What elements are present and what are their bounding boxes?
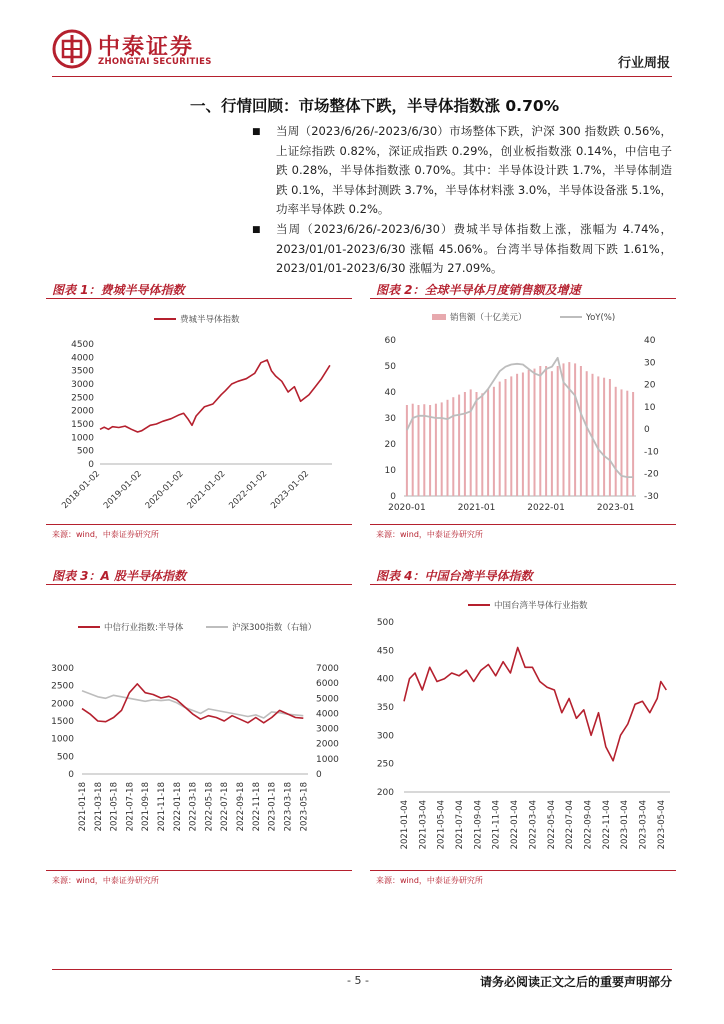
y-right-tick-label: 3000 — [316, 724, 339, 735]
sales-bar — [452, 397, 454, 496]
y-right-tick-label: -10 — [644, 447, 659, 458]
legend-yoy-label: YoY(%) — [586, 313, 616, 323]
sales-bar — [458, 395, 460, 496]
sales-bar — [557, 366, 559, 496]
sales-bar — [545, 366, 547, 496]
x-tick-label: 2021-07-18 — [125, 782, 136, 832]
legend-sales-label: 销售额（十亿美元） — [450, 313, 527, 323]
x-tick-label: 2019-01-02 — [101, 469, 144, 512]
legend-hs300-label: 沪深300指数（右轴） — [232, 623, 317, 633]
figure-3-title-rule — [46, 584, 352, 585]
x-tick-label: 2022-01-18 — [172, 782, 183, 832]
y-left-tick-label: 0 — [390, 492, 396, 502]
sales-bar — [528, 370, 530, 496]
x-tick-label: 2021-05-04 — [436, 800, 447, 850]
figure-2-title-rule — [370, 298, 676, 299]
x-tick-label: 2021-09-04 — [473, 800, 484, 850]
y-right-tick-label: -20 — [644, 469, 659, 480]
x-tick-label: 2022-03-04 — [528, 800, 539, 850]
x-tick-label: 2022-09-18 — [236, 782, 247, 832]
x-tick-label: 2022-11-18 — [251, 782, 262, 832]
sales-bar — [499, 382, 501, 496]
sales-bar — [632, 392, 634, 496]
x-tick-label: 2021-01-04 — [400, 800, 410, 850]
figure-1-title: 图表 1：费城半导体指数 — [52, 283, 185, 297]
figure-3-source: 来源：wind，中泰证券研究所 — [52, 876, 159, 885]
x-tick-label: 2023-05-04 — [656, 800, 667, 850]
y-right-tick-label: 1000 — [316, 754, 339, 765]
figure-4-chart — [370, 586, 676, 868]
sales-bar — [510, 376, 512, 496]
x-tick-label: 2022-07-04 — [565, 800, 576, 850]
sales-bar — [481, 393, 483, 496]
sales-bar — [406, 405, 408, 496]
y-right-tick-label: 2000 — [316, 739, 339, 750]
y-tick-label: 500 — [76, 446, 94, 457]
sales-bar — [534, 369, 536, 496]
y-tick-label: 0 — [88, 460, 94, 470]
sales-bar — [539, 366, 541, 496]
brand-name-en: ZHONGTAI SECURITIES — [98, 57, 212, 67]
y-right-tick-label: 0 — [316, 770, 322, 780]
y-right-tick-label: 6000 — [316, 679, 339, 690]
sales-bar — [568, 362, 570, 496]
x-tick-label: 2023-03-04 — [638, 800, 649, 850]
y-tick-label: 1500 — [71, 420, 94, 430]
report-type: 行业周报 — [617, 56, 670, 71]
sales-bar — [586, 371, 588, 496]
x-tick-label: 2023-01 — [596, 503, 635, 513]
y-tick-label: 2500 — [71, 393, 94, 404]
x-tick-label: 2021-01-18 — [78, 782, 88, 832]
figure-3-title: 图表 3：A 股半导体指数 — [52, 569, 186, 583]
y-left-tick-label: 60 — [384, 336, 396, 346]
header-divider — [52, 76, 672, 77]
sales-bar — [597, 376, 599, 496]
sales-bar — [418, 405, 420, 496]
y-tick-label: 450 — [376, 646, 394, 657]
figure-2-bottom-rule — [370, 524, 676, 525]
y-left-tick-label: 50 — [384, 362, 396, 372]
sales-bar — [493, 387, 495, 496]
zhongtai-logo-icon — [52, 29, 92, 69]
sales-bar — [429, 405, 431, 496]
x-tick-label: 2022-05-04 — [546, 800, 557, 850]
x-tick-label: 2023-03-18 — [283, 782, 294, 832]
y-left-tick-label: 2000 — [51, 699, 74, 710]
sales-bar — [609, 379, 611, 496]
y-tick-label: 3000 — [71, 380, 94, 390]
y-left-tick-label: 3000 — [51, 664, 74, 674]
series-line-phlx — [100, 360, 330, 432]
x-tick-label: 2021-05-18 — [109, 782, 120, 832]
x-tick-label: 2021-09-18 — [141, 782, 152, 832]
sales-bar — [516, 374, 518, 496]
x-tick-label: 2022-01 — [527, 503, 565, 513]
x-tick-label: 2022-09-04 — [583, 800, 594, 850]
series-line-semi — [82, 684, 303, 723]
bullet-paragraph-1: 当周（2023/6/26/-2023/6/30）市场整体下跌，沪深 300 指数跌 0.56%，上证综指跌 0.82%，深证成指跌 0.29%，创业板指数涨 0.14%，中信电子跌 0.28%，半导体指数涨 0.70%。其中：半导体设计跌 1.7%，半导体制造跌 0.1%，半导体封测跌 3.7%，半导体材料涨 3.0%，半导体设备涨 5.1%，功率半导体跌 0.2%。 — [276, 124, 672, 217]
x-tick-label: 2020-01 — [388, 503, 426, 513]
x-tick-label: 2022-11-04 — [601, 800, 612, 850]
y-tick-label: 2000 — [71, 406, 94, 417]
x-tick-label: 2021-01 — [457, 503, 496, 513]
legend-semi-label: 中信行业指数:半导体 — [104, 623, 184, 633]
y-right-tick-label: 0 — [644, 425, 650, 436]
section-title: 一、行情回顾：市场整体下跌，半导体指数涨 0.70% — [190, 97, 560, 115]
x-tick-label: 2018-01-02 — [60, 469, 103, 512]
y-left-tick-label: 0 — [68, 770, 74, 780]
x-tick-label: 2022-01-04 — [510, 800, 521, 850]
sales-bar — [551, 371, 553, 496]
page-number: - 5 - — [347, 974, 369, 987]
x-tick-label: 2021-01-02 — [185, 469, 228, 512]
figure-3-bottom-rule — [46, 870, 352, 871]
x-tick-label: 2022-07-18 — [220, 782, 231, 832]
x-tick-label: 2021-11-04 — [491, 800, 502, 850]
figure-4-source: 来源：wind，中泰证券研究所 — [376, 876, 483, 885]
x-tick-label: 2023-01-04 — [620, 800, 631, 850]
legend-taiwan-label: 中国台湾半导体行业指数 — [494, 601, 588, 611]
y-left-tick-label: 20 — [384, 440, 396, 450]
y-tick-label: 250 — [376, 759, 394, 770]
y-left-tick-label: 10 — [384, 466, 396, 476]
y-left-tick-label: 1000 — [51, 734, 74, 745]
sales-bar — [626, 391, 628, 496]
sales-bar — [476, 392, 478, 496]
sales-bar — [447, 400, 449, 496]
x-tick-label: 2020-01-02 — [143, 469, 186, 512]
sales-bar — [470, 389, 472, 496]
y-left-tick-label: 500 — [56, 752, 74, 763]
sales-bar — [615, 387, 617, 496]
y-tick-label: 3500 — [71, 366, 94, 377]
figure-2-source: 来源：wind，中泰证券研究所 — [376, 530, 483, 539]
sales-bar — [522, 373, 524, 497]
y-right-tick-label: 20 — [644, 380, 656, 391]
sales-bar — [574, 363, 576, 496]
x-tick-label: 2023-05-18 — [299, 782, 310, 832]
bullet-marker-icon: ■ — [252, 127, 261, 137]
bullet-marker-icon: ■ — [252, 225, 261, 235]
y-right-tick-label: 5000 — [316, 694, 339, 705]
y-left-tick-label: 30 — [384, 414, 396, 424]
figure-1-title-rule — [46, 298, 352, 299]
figure-3-chart — [46, 586, 352, 868]
x-tick-label: 2021-07-04 — [455, 800, 466, 850]
y-tick-label: 4000 — [71, 353, 94, 364]
x-tick-label: 2022-05-18 — [204, 782, 215, 832]
y-right-tick-label: 40 — [644, 336, 656, 346]
y-right-tick-label: 7000 — [316, 664, 339, 674]
y-right-tick-label: 30 — [644, 358, 656, 369]
y-tick-label: 400 — [376, 674, 394, 685]
y-tick-label: 300 — [376, 731, 394, 742]
bullet-paragraph-2: 当周（2023/6/26/-2023/6/30）费城半导体指数上涨，涨幅为 4.74%，2023/01/01-2023/6/30 涨幅 45.06%。台湾半导体指数周下跌 1.61%，2023/01/01-2023/6/30 涨幅为 27.09%。 — [276, 222, 672, 276]
legend-sales-swatch — [432, 314, 446, 320]
footer-divider — [52, 969, 672, 970]
sales-bar — [441, 402, 443, 496]
figure-2-title: 图表 2：全球半导体月度销售额及增速 — [376, 283, 581, 297]
x-tick-label: 2021-03-18 — [93, 782, 104, 832]
figure-1-bottom-rule — [46, 524, 352, 525]
figure-1-chart — [46, 300, 352, 522]
figure-4-title: 图表 4：中国台湾半导体指数 — [376, 569, 533, 583]
x-tick-label: 2022-03-18 — [188, 782, 199, 832]
x-tick-label: 2023-01-02 — [269, 469, 312, 512]
figure-1-source: 来源：wind，中泰证券研究所 — [52, 530, 159, 539]
y-left-tick-label: 2500 — [51, 681, 74, 692]
sales-bar — [487, 389, 489, 496]
footer-disclaimer: 请务必阅读正文之后的重要声明部分 — [479, 975, 672, 989]
sales-bar — [505, 379, 507, 496]
y-tick-label: 350 — [376, 703, 394, 713]
y-right-tick-label: -30 — [644, 492, 659, 502]
series-line-taiwan — [404, 648, 666, 761]
y-tick-label: 4500 — [71, 340, 94, 350]
y-tick-label: 500 — [376, 618, 394, 628]
figure-4-bottom-rule — [370, 870, 676, 871]
sales-bar — [464, 392, 466, 496]
y-right-tick-label: 4000 — [316, 709, 339, 720]
y-left-tick-label: 40 — [384, 388, 396, 398]
legend-phlx-label: 费城半导体指数 — [180, 315, 240, 325]
x-tick-label: 2021-11-18 — [157, 782, 168, 832]
y-right-tick-label: 10 — [644, 402, 656, 413]
sales-bar — [621, 389, 623, 496]
y-tick-label: 200 — [376, 788, 394, 798]
sales-bar — [603, 378, 605, 496]
y-tick-label: 1000 — [71, 433, 94, 444]
x-tick-label: 2021-03-04 — [418, 800, 429, 850]
sales-bar — [423, 404, 425, 496]
sales-bar — [580, 366, 582, 496]
brand-name-cn: 中泰证券 — [98, 35, 195, 60]
x-tick-label: 2023-01-18 — [267, 782, 278, 832]
x-tick-label: 2022-01-02 — [227, 469, 270, 512]
figure-2-chart — [370, 300, 676, 522]
y-left-tick-label: 1500 — [51, 717, 74, 727]
figure-4-title-rule — [370, 584, 676, 585]
